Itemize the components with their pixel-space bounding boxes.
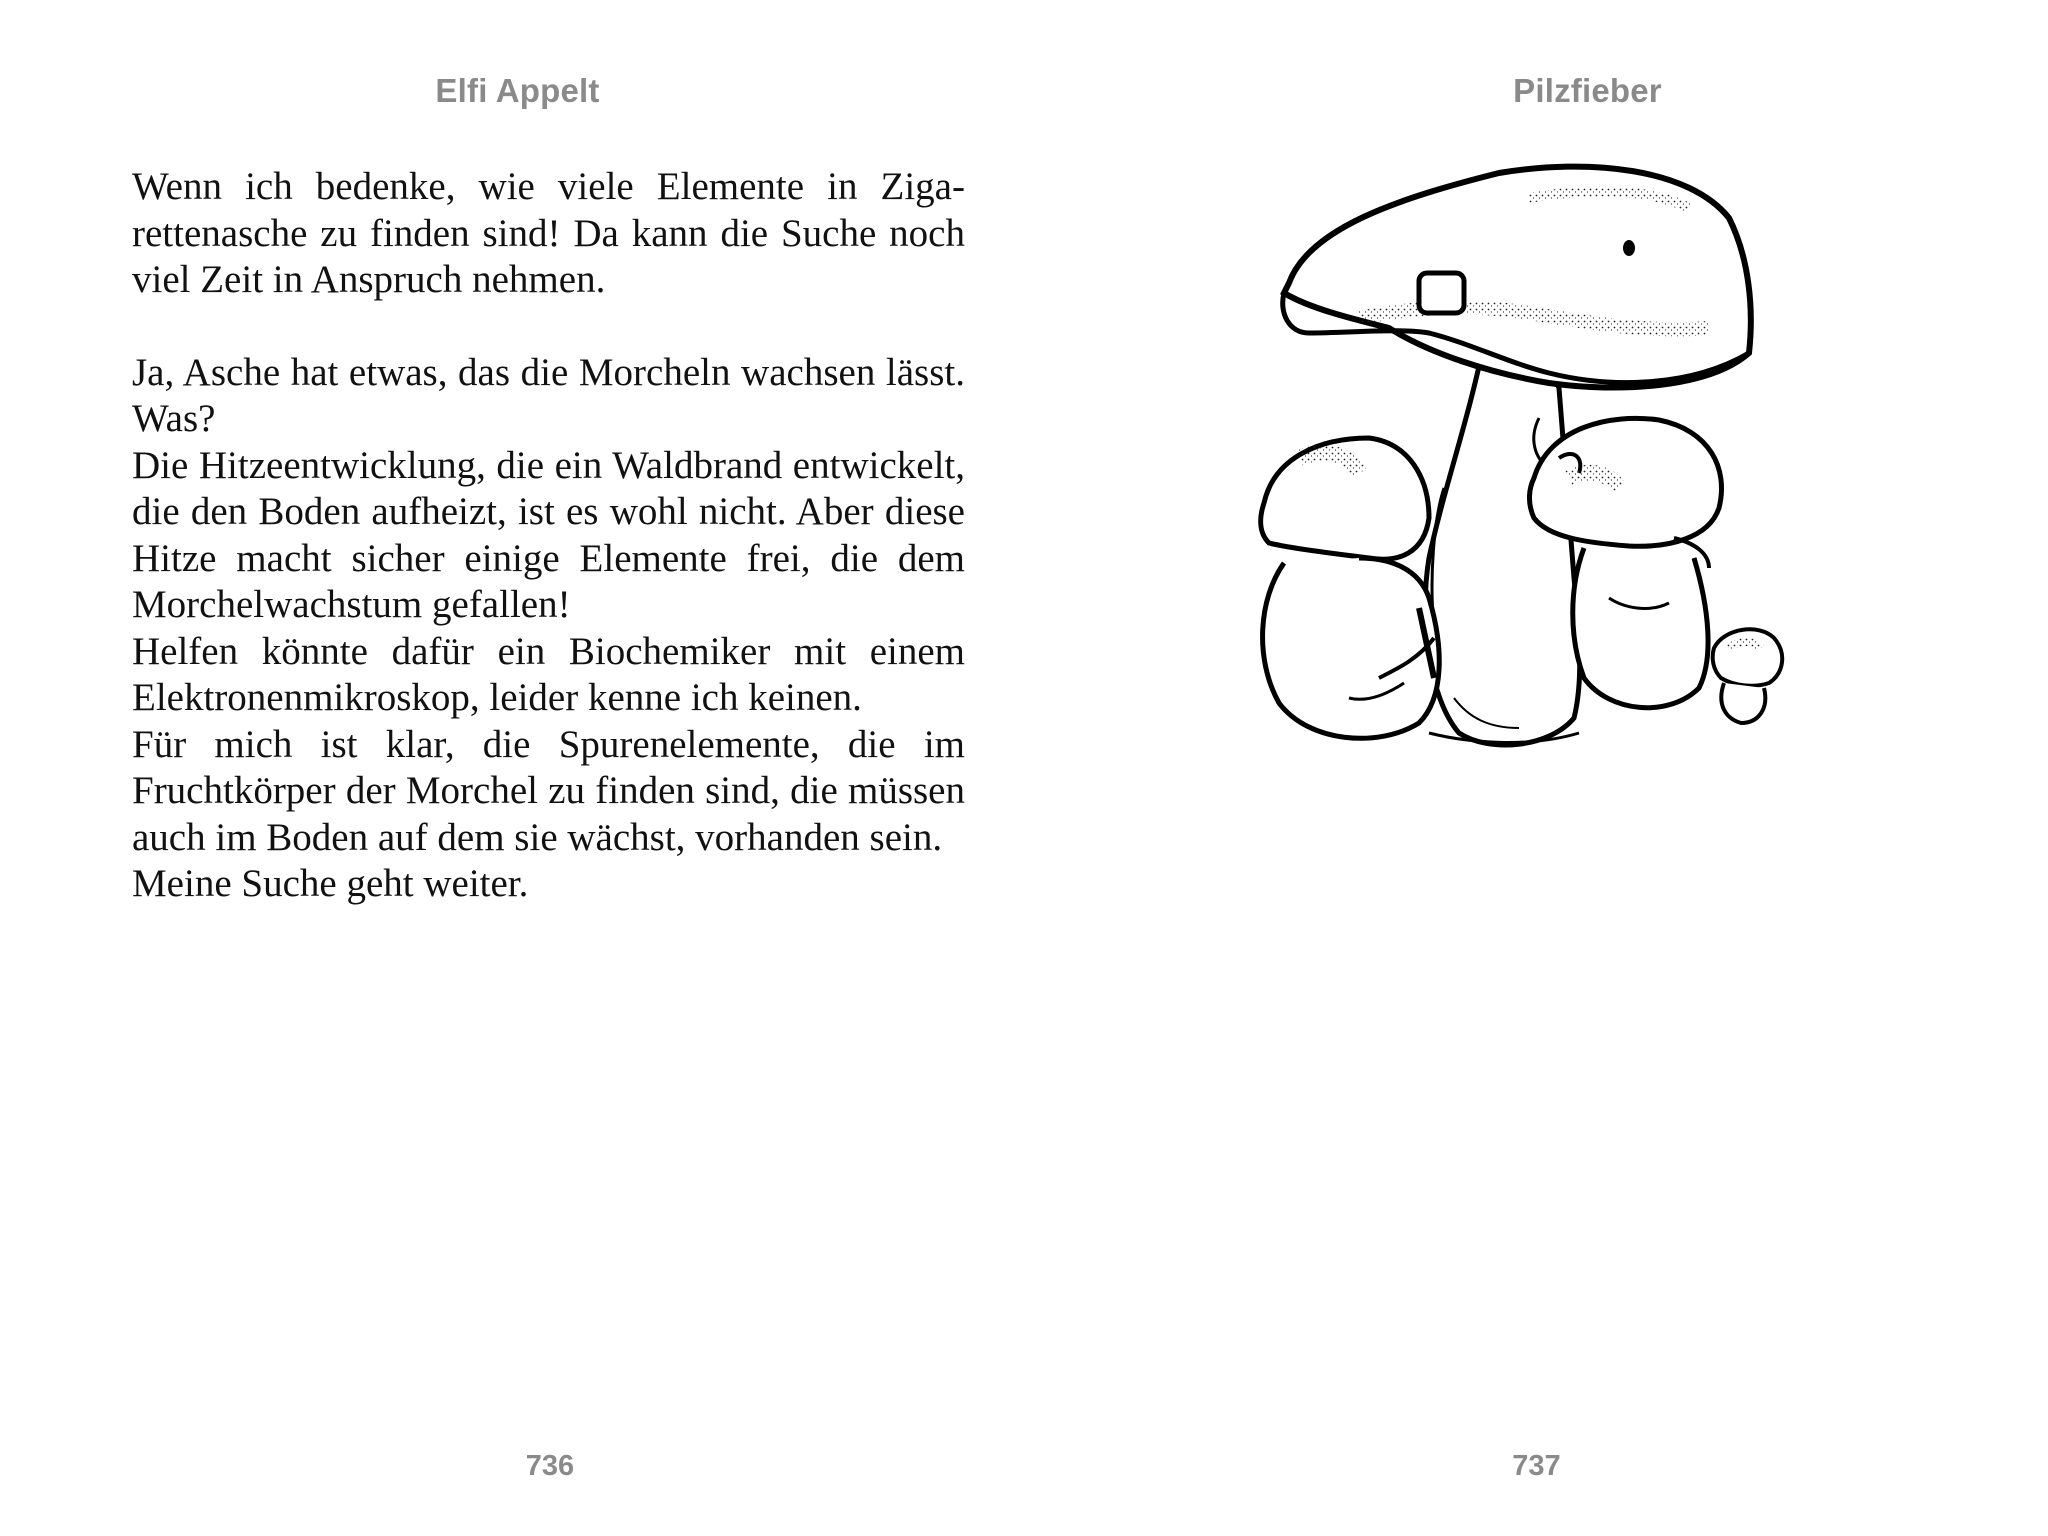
running-head-author: Elfi Appelt [435, 72, 600, 109]
mushroom-group-illustration [1229, 158, 1829, 823]
paragraph-1: Wenn ich bedenke, wie viele Elemente in Zigarettenasche zu finden sind! Da kann die Suche noch viel Zeit in Anspruch nehmen. [132, 165, 965, 301]
mushroom-illustration-svg [1229, 158, 1829, 823]
paragraph-2: Ja, Asche hat etwas, das die Morcheln wachsen lässt. Was? [132, 350, 965, 440]
paragraph-3: Die Hitzeentwicklung, die ein Waldbrand entwickelt, die den Boden aufheizt, ist es wohl nicht. Aber diese Hitze macht sicher einige Elemente frei, die dem Morchelwachstum gefallen! [132, 443, 965, 626]
tiny-mushroom [1713, 629, 1783, 723]
page-number-left: 736 [525, 1450, 575, 1482]
body-text [132, 164, 965, 908]
page-number-right: 737 [1512, 1450, 1561, 1482]
paragraph-4: Helfen könnte dafür ein Biochemiker mit einem Elektronenmikroskop, leider kenne ich keinen. [132, 629, 965, 719]
paragraph-6: Meine Suche geht weiter. [132, 862, 529, 905]
central-stem [1425, 343, 1580, 745]
large-cap [1283, 167, 1751, 388]
paragraph-5: Für mich ist klar, die Spurenelemente, die im Fruchtkörper der Morchel zu finden sind, die müssen auch im Boden auf dem sie wächst, vorhanden sein. [132, 722, 965, 859]
left-small-mushroom [1261, 438, 1440, 738]
running-head-title: Pilzfieber [1513, 72, 1662, 109]
right-page [1024, 0, 2048, 1536]
